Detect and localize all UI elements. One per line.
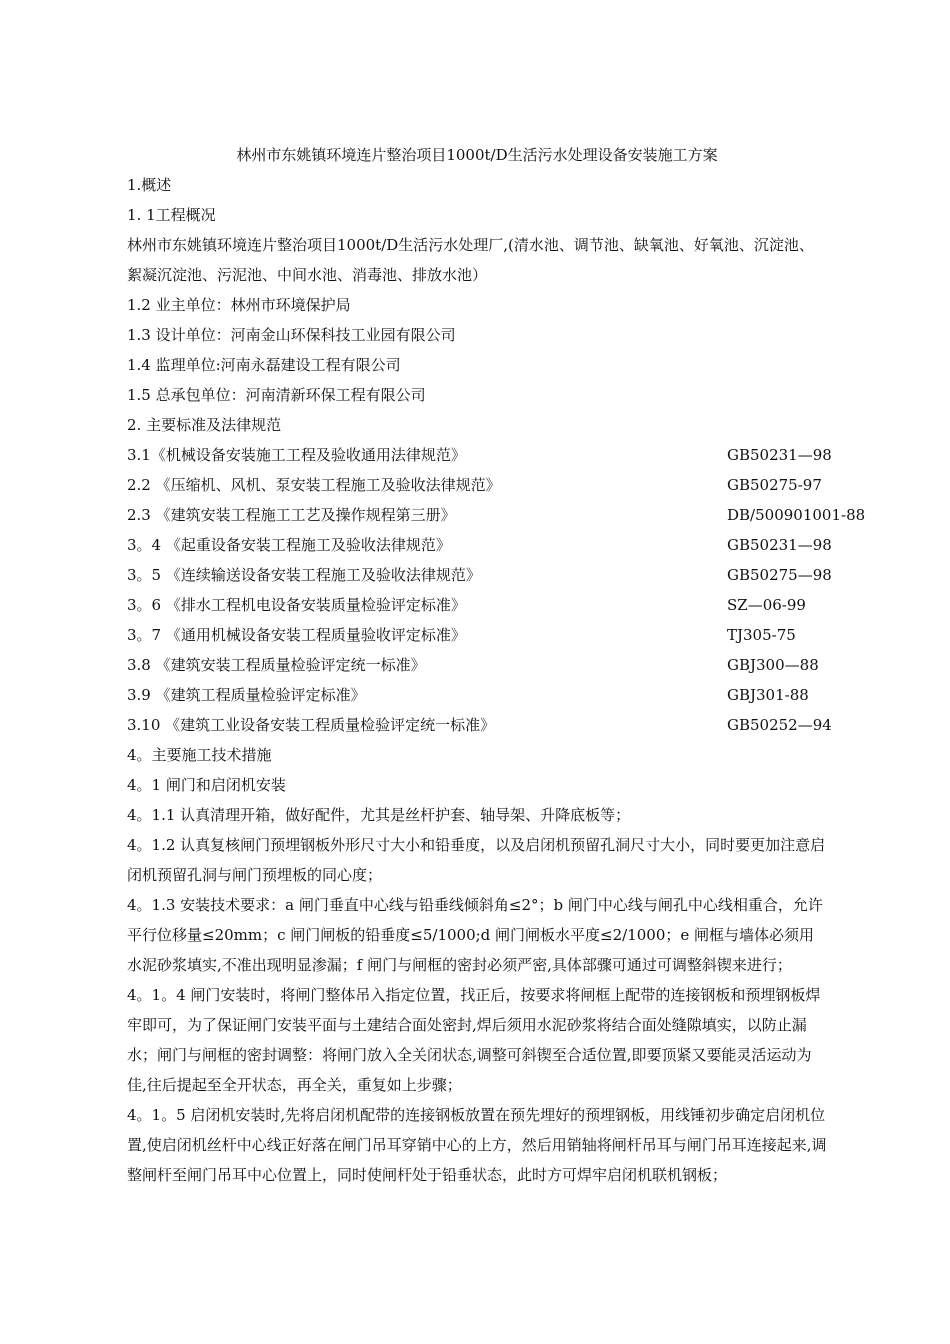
standard-code: GB50231—98 bbox=[727, 536, 832, 554]
standard-code: GB50252—94 bbox=[727, 716, 832, 734]
standard-name: 3。7 《通用机械设备安装工程质量验收评定标准》 bbox=[127, 626, 466, 644]
standard-row bbox=[127, 440, 832, 470]
overview-paragraph: 林州市东姚镇环境连片整治项目1000t/D生活污水处理厂,(清水池、调节池、缺氧池、好氧池、沉淀池、絮凝沉淀池、污泥池、中间水池、消毒池、排放水池） bbox=[127, 236, 814, 284]
standard-name: 3.9 《建筑工程质量检验评定标准》 bbox=[127, 686, 366, 704]
document-page bbox=[127, 140, 866, 1190]
designer-line: 1.3 设计单位：河南金山环保科技工业园有限公司 bbox=[127, 326, 456, 344]
subsection-heading: 4。1 闸门和启闭机安装 bbox=[127, 776, 286, 794]
standard-code: GB50275—98 bbox=[727, 566, 832, 584]
standard-row bbox=[127, 710, 832, 740]
standard-row bbox=[127, 590, 827, 620]
subsection-heading: 1. 1工程概况 bbox=[127, 206, 216, 224]
standard-code: GB50231—98 bbox=[727, 446, 832, 464]
standard-code: GBJ301-88 bbox=[727, 686, 809, 704]
paragraph-4-1-4: 4。1。4 闸门安装时，将闸门整体吊入指定位置，找正后，按要求将闸框上配带的连接钢板和预埋钢板焊牢即可，为了保证闸门安装平面与土建结合面处密封,焊后须用水泥砂浆将结合面处缝隙填实，以防止漏水；闸门与闸框的密封调整：将闸门放入全关闭状态,调整可斜锲至合适位置,即要顶紧又要能灵活运动为佳,往后提起至全开状态，再全关，重复如上步骤； bbox=[127, 986, 821, 1094]
standard-name: 3。4 《起重设备安装工程施工及验收法律规范》 bbox=[127, 536, 451, 554]
paragraph-4-1-5: 4。1。5 启闭机安装时,先将启闭机配带的连接钢板放置在预先埋好的预埋钢板，用线锤初步确定启闭机位置,使启闭机丝杆中心线正好落在闸门吊耳穿销中心的上方，然后用销轴将闸杆吊耳与闸门吊耳连接起来,调整闸杆至闸门吊耳中心位置上，同时使闸杆处于铅垂状态，此时方可焊牢启闭机联机钢板； bbox=[127, 1106, 827, 1184]
section-heading: 2. 主要标准及法律规范 bbox=[127, 416, 282, 434]
paragraph-4-1-3: 4。1.3 安装技术要求：a 闸门垂直中心线与铅垂线倾斜角≤2°；b 闸门中心线与闸孔中心线相重合，允许平行位移量≤20mm；c 闸门闸板的铅垂度≤5/1000;d 闸门闸板水平度≤2/1000；e 闸框与墙体必须用水泥砂浆填实,不准出现明显渗漏；f 闸门与闸框的密封必须严密,具体部骤可通过可调整斜锲来进行； bbox=[127, 896, 823, 974]
standard-code: DB/500901001-88 bbox=[727, 506, 866, 524]
owner-line: 1.2 业主单位：林州市环境保护局 bbox=[127, 296, 351, 314]
standard-row bbox=[127, 560, 832, 590]
paragraph-4-1-1: 4。1.1 认真清理开箱，做好配件，尤其是丝杆护套、轴导架、升降底板等； bbox=[127, 806, 631, 824]
paragraph-4-1-2: 4。1.2 认真复核闸门预埋钢板外形尺寸大小和铅垂度，以及启闭机预留孔洞尺寸大小，同时要更加注意启闭机预留孔洞与闸门预埋板的同心度； bbox=[127, 836, 826, 884]
standard-code: TJ305-75 bbox=[727, 626, 796, 644]
standard-row bbox=[127, 650, 827, 680]
standard-name: 3。6 《排水工程机电设备安装质量检验评定标准》 bbox=[127, 596, 466, 614]
standard-row bbox=[127, 500, 866, 530]
standard-row bbox=[127, 470, 827, 500]
standard-row bbox=[127, 620, 827, 650]
standard-row bbox=[127, 680, 827, 710]
section-heading: 4。主要施工技术措施 bbox=[127, 746, 272, 764]
supervisor-line: 1.4 监理单位:河南永磊建设工程有限公司 bbox=[127, 356, 401, 374]
standard-name: 3.1《机械设备安装施工工程及验收通用法律规范》 bbox=[127, 446, 466, 464]
standard-name: 3。5 《连续输送设备安装工程施工及验收法律规范》 bbox=[127, 566, 481, 584]
standard-name: 3.8 《建筑安装工程质量检验评定统一标准》 bbox=[127, 656, 426, 674]
standard-code: GBJ300—88 bbox=[727, 656, 819, 674]
standard-row bbox=[127, 530, 832, 560]
standard-code: SZ—06-99 bbox=[727, 596, 806, 614]
standard-name: 3.10 《建筑工业设备安装工程质量检验评定统一标准》 bbox=[127, 716, 496, 734]
contractor-line: 1.5 总承包单位：河南清新环保工程有限公司 bbox=[127, 386, 426, 404]
document-title: 林州市东姚镇环境连片整治项目1000t/D生活污水处理设备安装施工方案 bbox=[236, 146, 718, 164]
section-heading: 1.概述 bbox=[127, 176, 172, 194]
standard-name: 2.3 《建筑安装工程施工工艺及操作规程第三册》 bbox=[127, 506, 456, 524]
standard-code: GB50275-97 bbox=[727, 476, 822, 494]
standard-name: 2.2 《压缩机、风机、泵安装工程施工及验收法律规范》 bbox=[127, 476, 501, 494]
